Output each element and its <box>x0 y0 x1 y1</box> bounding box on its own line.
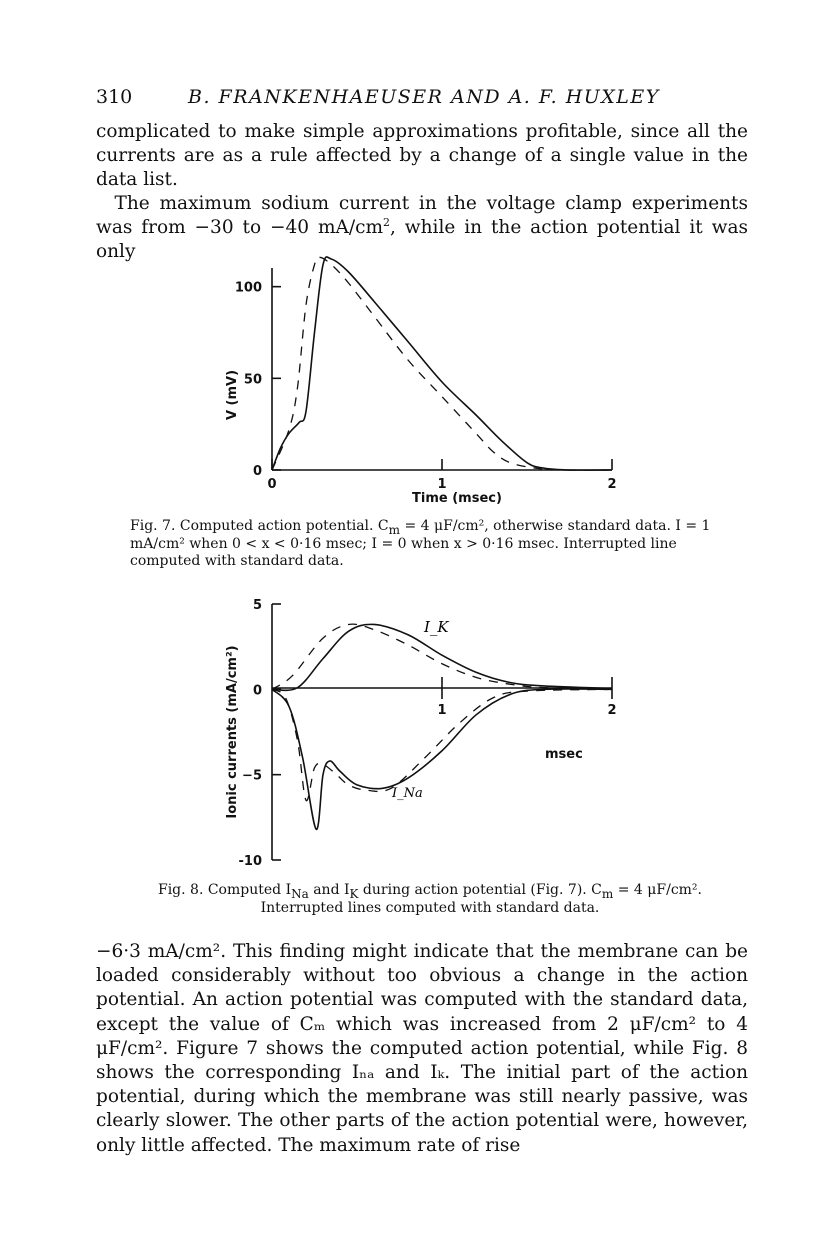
fig8-caption-sub-m: m <box>601 886 614 901</box>
fig8-xlabel: msec <box>545 747 583 762</box>
fig8-caption-sub-k: K <box>349 886 359 901</box>
fig7-ytick-label: 50 <box>243 372 262 388</box>
superscript: 2 <box>382 216 390 230</box>
paragraph-2-start: The maximum sodium current in the voltage clamp experiments was from −30 to −40 mA/cm <box>96 193 748 239</box>
fig8-caption-a: Fig. 8. Computed I <box>157 882 292 898</box>
fig8-ytick-label: 0 <box>252 683 262 699</box>
fig7-caption-sub: m <box>388 522 401 537</box>
fig7-xtick-label: 0 <box>267 477 277 492</box>
paragraph-3: −6·3 mA/cm². This finding might indicate that the membrane can be loaded considerably without too obvious a change in the action potential. An action potential was computed with the standard data, except the value of Cₘ which was increased from 2 μF/cm² to 4 μF/cm². Figure 7 shows the computed action potential, while Fig. 8 shows the corresponding Iₙₐ and Iₖ. The initial part of the action potential, during which the membrane was still nearly passive, was clearly slower. The other parts of the action potential were, however, only little affected. The maximum rate of rise <box>96 941 748 1156</box>
fig7-xtick-label: 2 <box>607 477 617 492</box>
paragraph-1: complicated to make simple approximations profitable, since all the currents are as a rule affected by a change of a single value in the data list. <box>96 121 748 191</box>
fig8-caption-line1 <box>130 882 730 900</box>
page-number: 310 <box>96 86 133 108</box>
fig8-ytick-label: 5 <box>252 598 262 613</box>
paragraph-2-end: , while in the action potential it was only <box>96 217 748 263</box>
fig8-caption-c: during action potential (Fig. 7). C <box>358 882 602 898</box>
fig7-xtick-label: 1 <box>437 477 447 492</box>
fig8-annotation-ina: I_Na <box>392 786 423 801</box>
fig8-caption-b: and I <box>308 882 350 898</box>
fig7-caption-b: = 4 μF/cm², otherwise standard data. I = 1 mA/cm² when 0 < x < 0·16 msec; I = 0 when x > 0·16 msec. Interrupted line computed with standard data. <box>130 518 711 569</box>
fig7-xlabel: Time (msec) <box>412 491 502 506</box>
fig7-ylabel: V (mV) <box>225 369 240 421</box>
fig8-caption-line2: Interrupted lines computed with standard data. <box>260 899 600 916</box>
fig8-caption <box>130 882 730 917</box>
fig7-ytick-label: 0 <box>252 464 262 479</box>
fig8-xtick-label: 2 <box>607 703 617 718</box>
fig8-caption-d: = 4 μF/cm². <box>613 882 702 898</box>
fig8-xtick-label: 1 <box>437 703 447 718</box>
fig8-ytick-label: −5 <box>242 768 262 784</box>
fig7-ytick-label: 100 <box>234 280 262 296</box>
fig8-annotation-ik: I_K <box>424 618 449 636</box>
running-title: B. FRANKENHAEUSER AND A. F. HUXLEY <box>188 86 660 108</box>
fig7-caption-a: Fig. 7. Computed action potential. C <box>130 518 389 534</box>
fig8-ylabel: Ionic currents (mA/cm²) <box>225 645 240 819</box>
fig8-caption-sub-na: Na <box>291 886 309 901</box>
fig8-ytick-label: -10 <box>238 854 262 869</box>
